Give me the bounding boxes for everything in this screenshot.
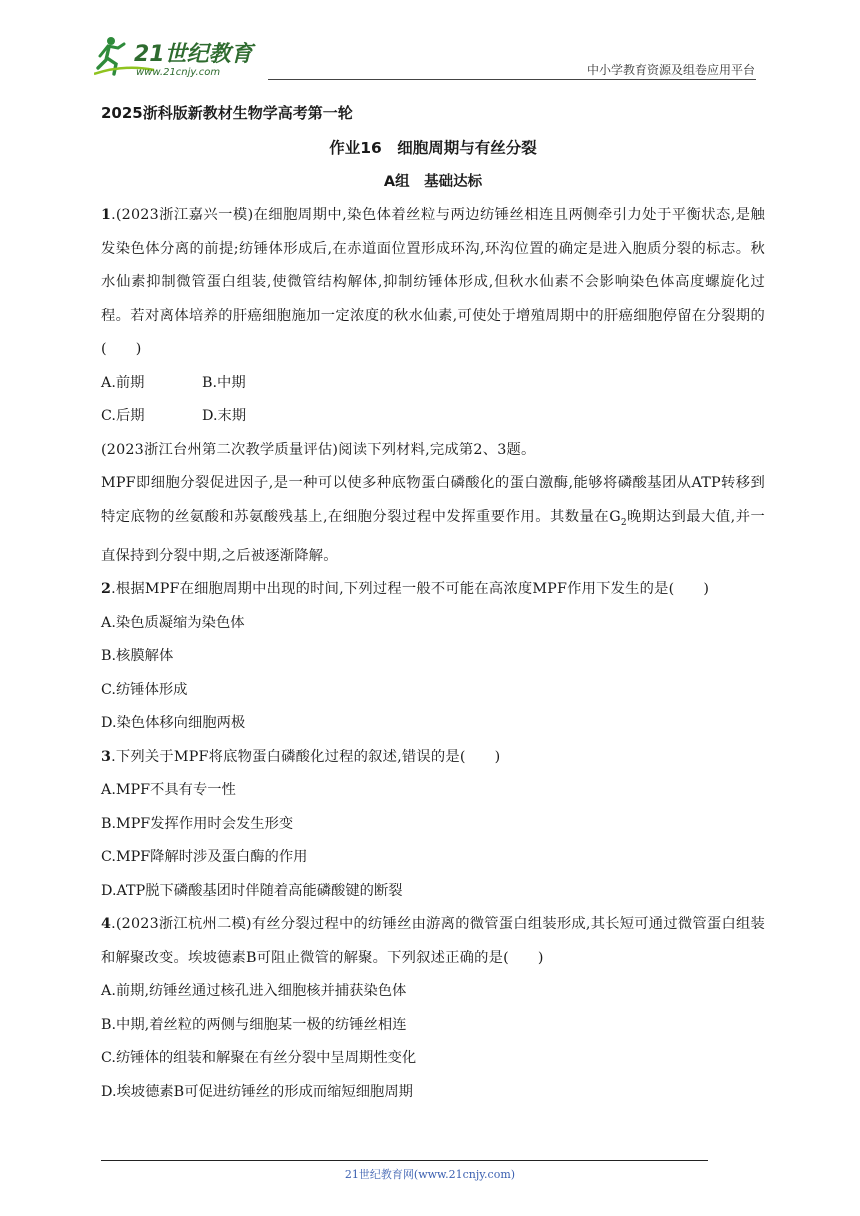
platform-name: 中小学教育资源及组卷应用平台	[586, 63, 755, 77]
question-4	[101, 908, 765, 975]
option-c: C.纺锤体的组装和解聚在有丝分裂中呈周期性变化	[101, 1050, 417, 1067]
document-body	[101, 96, 765, 1109]
option-d: D.埃坡德素B可促进纺锤丝的形成而缩短细胞周期	[101, 1083, 413, 1100]
option-b: B.核膜解体	[101, 648, 174, 665]
option-a: A.前期,纺锤丝通过核孔进入细胞核并捕获染色体	[101, 983, 407, 1000]
question-number: 3	[101, 748, 112, 765]
option-c: C.纺锤体形成	[101, 681, 188, 698]
footer-link[interactable]: 21世纪教育网(www.21cnjy.com)	[344, 1168, 516, 1181]
option-c: C.后期	[101, 408, 145, 424]
option-a: A.染色质凝缩为染色体	[101, 614, 245, 631]
question-1-options-row-2	[101, 400, 765, 434]
svg-text:www.21cnjy.com: www.21cnjy.com	[136, 67, 221, 78]
material-text-part-2: 晚期达到最大值,并一直保持到分裂中期,之后被逐渐降解。	[101, 508, 765, 564]
option-c: C.MPF降解时涉及蛋白酶的作用	[101, 849, 308, 866]
option-b: B.MPF发挥作用时会发生形变	[101, 815, 294, 832]
document-title: 2025浙科版新教材生物学高考第一轮	[101, 104, 353, 122]
material-text-part-1: MPF即细胞分裂促进因子,是一种可以使多种底物蛋白磷酸化的蛋白激酶,能够将磷酸基团从ATP转移到特定底物的丝氨酸和苏氨酸残基上,在细胞分裂过程中发挥重要作用。其数量在G	[101, 475, 765, 525]
option-d: D.染色体移向细胞两极	[101, 715, 246, 732]
question-number: 2	[101, 581, 112, 598]
question-stem: .根据MPF在细胞周期中出现的时间,下列过程一般不可能在高浓度MPF作用下发生的是( )	[111, 581, 710, 598]
assignment-title: 作业16 细胞周期与有丝分裂	[329, 139, 537, 157]
option-d: D.末期	[202, 408, 247, 424]
section-title: A组 基础达标	[383, 174, 483, 190]
question-2	[101, 573, 765, 607]
page-header	[0, 0, 860, 80]
svg-text:21世纪教育: 21世纪教育	[134, 42, 253, 67]
question-1-options-row-1	[101, 367, 765, 401]
question-stem: .(2023浙江杭州二模)有丝分裂过程中的纺锤丝由游离的微管蛋白组装形成,其长短可通过微管蛋白组装和解聚改变。埃坡德素B可阻止微管的解聚。下列叙述正确的是( )	[101, 916, 765, 966]
question-stem: .下列关于MPF将底物蛋白磷酸化过程的叙述,错误的是( )	[111, 748, 501, 765]
question-number: 1	[101, 207, 112, 223]
21cnjy-logo	[94, 34, 264, 80]
option-b: B.中期	[202, 374, 246, 391]
option-a: A.MPF不具有专一性	[101, 782, 236, 799]
question-number: 4	[101, 916, 112, 933]
header-divider	[268, 79, 756, 80]
option-d: D.ATP脱下磷酸基团时伴随着高能磷酸键的断裂	[101, 882, 403, 899]
footer-divider	[101, 1160, 708, 1161]
question-1	[101, 199, 765, 367]
question-stem: .(2023浙江嘉兴一模)在细胞周期中,染色体着丝粒与两边纺锤丝相连且两侧牵引力处于平衡状态,是触发染色体分离的前提;纺锤体形成后,在赤道面位置形成环沟,环沟位置的确定是进入胞质分裂的标志。秋水仙素抑制微管蛋白组装,使微管结构解体,抑制纺锤体形成,但秋水仙素不会影响染色体高度螺旋化过程。若对离体培养的肝癌细胞施加一定浓度的秋水仙素,可使处于增殖周期中的肝癌细胞停留在分裂期的( )	[101, 207, 765, 357]
option-b: B.中期,着丝粒的两侧与细胞某一极的纺锤丝相连	[101, 1016, 407, 1033]
material-subscript: 2	[620, 517, 627, 528]
material-intro: (2023浙江台州第二次教学质量评估)阅读下列材料,完成第2、3题。	[101, 441, 536, 458]
question-3	[101, 741, 765, 775]
material-text	[101, 467, 765, 573]
option-a: A.前期	[101, 374, 145, 391]
